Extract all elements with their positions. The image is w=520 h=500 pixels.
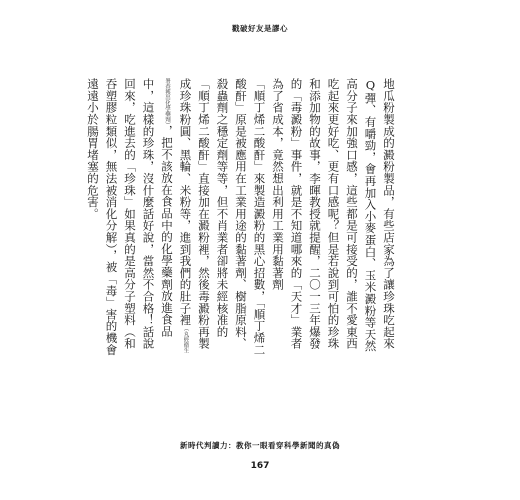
running-header: 戳破好友是謬心: [232, 24, 288, 33]
paragraph: [269, 78, 399, 358]
footnote: （丸經衛生署查獲出化學藥劑）: [164, 78, 189, 354]
paragraph-text: 「順丁烯二酸酐」來製造澱粉的黑心招數，「順丁烯二酸酐」原是被應用在工業用途的黏著劑、樹脂原料、殺蟲劑之穩定劑等等，但不肖業者卻將未經核准的「順丁烯二酸酐」直接加在澱粉裡，然後毒澱粉再製成珍珠粉圓、黑輪、米粉等，進到我們的肚子裡: [178, 78, 267, 356]
body-text: [86, 78, 398, 358]
page-number: 167: [250, 461, 270, 471]
paragraph-text: ，把不該放在食品中的化學藥劑放進食品中，這樣的珍珠，沒什麼話好說，當然不合格！話說回來，吃進去的「珍珠」如果真的是高分子塑料（和吞塑膠粒類似，無法被消化分解），被「毒」害的機會遠遠小於腸胃堵塞的危害。: [86, 78, 174, 356]
paragraph-text: 地瓜粉製成的澱粉製品，有些店家為了讓珍珠吃起來Q彈、有嚼勁，會再加入小麥蛋白、玉米澱粉等天然高分子來加強口感，這些都是可接受的，誰不愛東西吃起來更好吃、更有口感呢？但是若說到可怕的珍珠和添加物的故事，李暉教授就提醒，二〇一三年爆發的「毒澱粉」事件，就是不知道哪來的「天才」業者為了省成本，竟然想出利用工業用黏著劑: [271, 78, 396, 352]
paragraph: [84, 78, 269, 358]
running-footer: 新時代判讀力：教你一眼看穿科學新聞的真偽: [180, 441, 340, 450]
